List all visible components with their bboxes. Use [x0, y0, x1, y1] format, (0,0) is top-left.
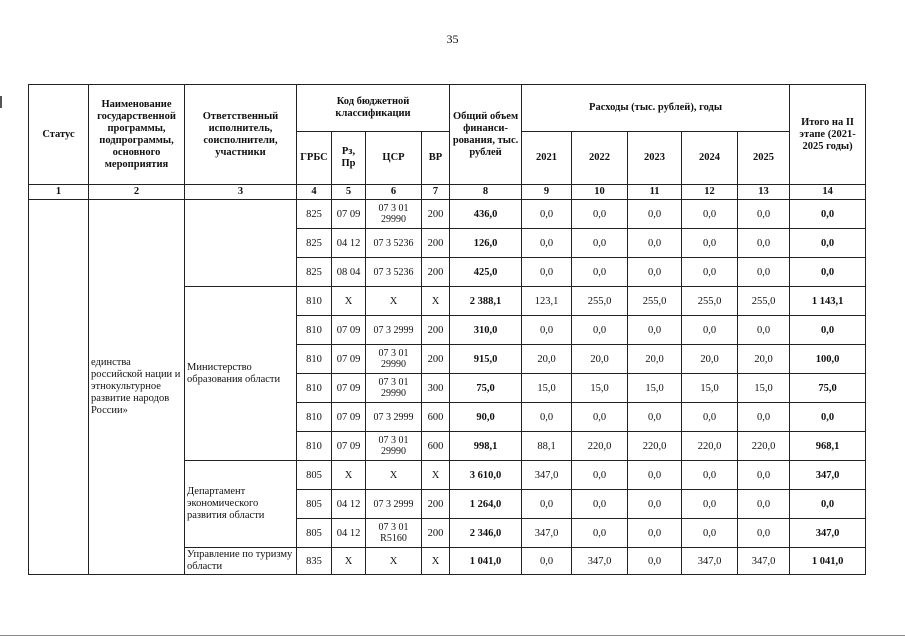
header-year-2022: 2022: [572, 132, 628, 185]
vr-cell: 600: [422, 432, 450, 461]
year-2021-cell: 0,0: [522, 548, 572, 575]
year-2023-cell: 255,0: [628, 287, 682, 316]
year-2023-cell: 15,0: [628, 374, 682, 403]
year-2022-cell: 0,0: [572, 403, 628, 432]
year-2022-cell: 15,0: [572, 374, 628, 403]
csr-cell: Х: [366, 287, 422, 316]
year-2024-cell: 0,0: [682, 490, 738, 519]
vr-cell: Х: [422, 461, 450, 490]
csr-cell: [366, 200, 422, 229]
column-number: 9: [522, 185, 572, 200]
budget-table: [28, 84, 866, 575]
stage-total-cell: 0,0: [790, 316, 866, 345]
column-number: 8: [450, 185, 522, 200]
year-2023-cell: 20,0: [628, 345, 682, 374]
year-2023-cell: 0,0: [628, 316, 682, 345]
grbs-cell: 825: [297, 229, 332, 258]
year-2021-cell: 123,1: [522, 287, 572, 316]
year-2024-cell: 0,0: [682, 229, 738, 258]
column-number: 5: [332, 185, 366, 200]
header-total-financing: Общий объем финанси-рования, тыс. рублей: [450, 85, 522, 185]
year-2021-cell: 347,0: [522, 461, 572, 490]
header-status: Статус: [29, 85, 89, 185]
year-2022-cell: 0,0: [572, 490, 628, 519]
total-cell: 2 388,1: [450, 287, 522, 316]
header-year-2024: 2024: [682, 132, 738, 185]
total-cell: 2 346,0: [450, 519, 522, 548]
year-2024-cell: 0,0: [682, 200, 738, 229]
header-stage-total: Итого на II этапе (2021-2025 годы): [790, 85, 866, 185]
year-2022-cell: 220,0: [572, 432, 628, 461]
year-2021-cell: 0,0: [522, 258, 572, 287]
year-2022-cell: 347,0: [572, 548, 628, 575]
vr-cell: 200: [422, 490, 450, 519]
stage-total-cell: 75,0: [790, 374, 866, 403]
year-2022-cell: 20,0: [572, 345, 628, 374]
scan-bottom-edge: [0, 635, 905, 636]
csr-cell: [366, 490, 422, 519]
year-2024-cell: 0,0: [682, 316, 738, 345]
grbs-cell: 805: [297, 490, 332, 519]
executor-ministry-education: Министерство образования области: [185, 287, 297, 461]
year-2021-cell: 347,0: [522, 519, 572, 548]
csr-cell: [366, 432, 422, 461]
csr-value: 07 3 2999: [373, 411, 414, 423]
total-cell: 1 041,0: [450, 548, 522, 575]
vr-cell: 200: [422, 316, 450, 345]
year-2022-cell: 255,0: [572, 287, 628, 316]
csr-value: 07 3 2999: [373, 498, 414, 510]
grbs-cell: 810: [297, 432, 332, 461]
csr-value: 07 3 01 29990: [378, 377, 409, 399]
rzpr-cell: 04 12: [332, 519, 366, 548]
rzpr-cell: Х: [332, 461, 366, 490]
vr-cell: 200: [422, 345, 450, 374]
grbs-cell: 810: [297, 403, 332, 432]
vr-cell: 200: [422, 519, 450, 548]
year-2022-cell: 0,0: [572, 258, 628, 287]
year-2024-cell: 0,0: [682, 519, 738, 548]
rzpr-cell: Х: [332, 548, 366, 575]
year-2025-cell: 15,0: [738, 374, 790, 403]
column-number: 6: [366, 185, 422, 200]
csr-value: 07 3 01 29990: [378, 203, 409, 225]
rzpr-cell: 07 09: [332, 316, 366, 345]
year-2021-cell: 88,1: [522, 432, 572, 461]
csr-cell: [366, 374, 422, 403]
header-grbs: ГРБС: [297, 132, 332, 185]
total-cell: 436,0: [450, 200, 522, 229]
rzpr-cell: 07 09: [332, 200, 366, 229]
total-cell: 90,0: [450, 403, 522, 432]
total-cell: 3 610,0: [450, 461, 522, 490]
grbs-cell: 825: [297, 258, 332, 287]
year-2024-cell: 20,0: [682, 345, 738, 374]
program-name-cell: единства российской нации и этнокультурное развитие народов России»: [89, 200, 185, 575]
year-2023-cell: 0,0: [628, 229, 682, 258]
grbs-cell: 810: [297, 316, 332, 345]
stage-total-cell: 100,0: [790, 345, 866, 374]
rzpr-cell: 07 09: [332, 374, 366, 403]
stage-total-cell: 0,0: [790, 258, 866, 287]
csr-value: 07 3 5236: [373, 237, 414, 249]
year-2024-cell: 255,0: [682, 287, 738, 316]
year-2025-cell: 347,0: [738, 548, 790, 575]
year-2025-cell: 0,0: [738, 200, 790, 229]
year-2022-cell: 0,0: [572, 316, 628, 345]
year-2023-cell: 0,0: [628, 548, 682, 575]
rzpr-cell: 04 12: [332, 490, 366, 519]
header-csr: ЦСР: [366, 132, 422, 185]
year-2023-cell: 0,0: [628, 461, 682, 490]
year-2023-cell: 0,0: [628, 258, 682, 287]
stage-total-cell: 1 143,1: [790, 287, 866, 316]
year-2023-cell: 0,0: [628, 490, 682, 519]
status-cell: [29, 200, 89, 575]
grbs-cell: 835: [297, 548, 332, 575]
rzpr-cell: 07 09: [332, 345, 366, 374]
stage-total-cell: 968,1: [790, 432, 866, 461]
column-number: 1: [29, 185, 89, 200]
year-2025-cell: 0,0: [738, 490, 790, 519]
year-2025-cell: 0,0: [738, 316, 790, 345]
vr-cell: 200: [422, 258, 450, 287]
year-2025-cell: 0,0: [738, 403, 790, 432]
total-cell: 915,0: [450, 345, 522, 374]
year-2023-cell: 220,0: [628, 432, 682, 461]
header-year-2025: 2025: [738, 132, 790, 185]
stage-total-cell: 347,0: [790, 519, 866, 548]
csr-value: 07 3 01 29990: [378, 348, 409, 370]
vr-cell: 200: [422, 200, 450, 229]
column-number: 2: [89, 185, 185, 200]
header-program-name: Наименование государственной программы, подпрограммы, основного мероприятия: [89, 85, 185, 185]
csr-value: 07 3 5236: [373, 266, 414, 278]
stage-total-cell: 347,0: [790, 461, 866, 490]
scan-edge-mark: [0, 96, 2, 108]
year-2022-cell: 0,0: [572, 519, 628, 548]
csr-cell: [366, 316, 422, 345]
year-2023-cell: 0,0: [628, 200, 682, 229]
csr-cell: [366, 519, 422, 548]
year-2021-cell: 0,0: [522, 490, 572, 519]
year-2025-cell: 0,0: [738, 461, 790, 490]
grbs-cell: 810: [297, 374, 332, 403]
column-number: 3: [185, 185, 297, 200]
year-2025-cell: 255,0: [738, 287, 790, 316]
vr-cell: 200: [422, 229, 450, 258]
header-year-2023: 2023: [628, 132, 682, 185]
vr-cell: Х: [422, 548, 450, 575]
column-number: 10: [572, 185, 628, 200]
stage-total-cell: 0,0: [790, 229, 866, 258]
table-row: [29, 200, 866, 229]
rzpr-cell: 07 09: [332, 403, 366, 432]
year-2022-cell: 0,0: [572, 229, 628, 258]
column-number: 12: [682, 185, 738, 200]
year-2023-cell: 0,0: [628, 519, 682, 548]
csr-value: 07 3 01 R5160: [378, 522, 409, 544]
column-number: 14: [790, 185, 866, 200]
stage-total-cell: 0,0: [790, 200, 866, 229]
csr-cell: [366, 403, 422, 432]
grbs-cell: 810: [297, 345, 332, 374]
year-2023-cell: 0,0: [628, 403, 682, 432]
column-number: 4: [297, 185, 332, 200]
year-2025-cell: 220,0: [738, 432, 790, 461]
total-cell: 75,0: [450, 374, 522, 403]
column-number: 13: [738, 185, 790, 200]
year-2024-cell: 15,0: [682, 374, 738, 403]
header-rzpr: Рз, Пр: [332, 132, 366, 185]
vr-cell: Х: [422, 287, 450, 316]
rzpr-cell: Х: [332, 287, 366, 316]
year-2021-cell: 0,0: [522, 403, 572, 432]
csr-cell: [366, 345, 422, 374]
csr-value: 07 3 2999: [373, 324, 414, 336]
csr-cell: Х: [366, 461, 422, 490]
csr-cell: [366, 258, 422, 287]
rzpr-cell: 07 09: [332, 432, 366, 461]
header-year-2021: 2021: [522, 132, 572, 185]
rzpr-cell: 08 04: [332, 258, 366, 287]
header-executor: Ответственный исполнитель, соисполнители, участники: [185, 85, 297, 185]
executor-economic-department: Департамент экономического развития области: [185, 461, 297, 548]
csr-value: 07 3 01 29990: [378, 435, 409, 457]
csr-cell: Х: [366, 548, 422, 575]
grbs-cell: 805: [297, 519, 332, 548]
header-budget-code: Код бюджетной классификации: [297, 85, 450, 132]
total-cell: 425,0: [450, 258, 522, 287]
total-cell: 310,0: [450, 316, 522, 345]
csr-cell: [366, 229, 422, 258]
rzpr-cell: 04 12: [332, 229, 366, 258]
total-cell: 126,0: [450, 229, 522, 258]
column-number: 7: [422, 185, 450, 200]
total-cell: 998,1: [450, 432, 522, 461]
grbs-cell: 825: [297, 200, 332, 229]
vr-cell: 300: [422, 374, 450, 403]
year-2025-cell: 0,0: [738, 258, 790, 287]
year-2025-cell: 20,0: [738, 345, 790, 374]
grbs-cell: 805: [297, 461, 332, 490]
grbs-cell: 810: [297, 287, 332, 316]
year-2024-cell: 0,0: [682, 461, 738, 490]
year-2021-cell: 0,0: [522, 229, 572, 258]
year-2025-cell: 0,0: [738, 229, 790, 258]
stage-total-cell: 0,0: [790, 490, 866, 519]
year-2021-cell: 0,0: [522, 200, 572, 229]
year-2021-cell: 0,0: [522, 316, 572, 345]
year-2022-cell: 0,0: [572, 461, 628, 490]
vr-cell: 600: [422, 403, 450, 432]
page-number: 35: [446, 32, 459, 46]
stage-total-cell: 1 041,0: [790, 548, 866, 575]
header-expenses: Расходы (тыс. рублей), годы: [522, 85, 790, 132]
year-2025-cell: 0,0: [738, 519, 790, 548]
total-cell: 1 264,0: [450, 490, 522, 519]
year-2021-cell: 20,0: [522, 345, 572, 374]
year-2024-cell: 220,0: [682, 432, 738, 461]
year-2022-cell: 0,0: [572, 200, 628, 229]
year-2024-cell: 0,0: [682, 258, 738, 287]
executor-tourism-department: Управление по туризму области: [185, 548, 297, 575]
year-2024-cell: 0,0: [682, 403, 738, 432]
year-2024-cell: 347,0: [682, 548, 738, 575]
header-vr: ВР: [422, 132, 450, 185]
stage-total-cell: 0,0: [790, 403, 866, 432]
executor-cell-empty: [185, 200, 297, 287]
year-2021-cell: 15,0: [522, 374, 572, 403]
column-number: 11: [628, 185, 682, 200]
